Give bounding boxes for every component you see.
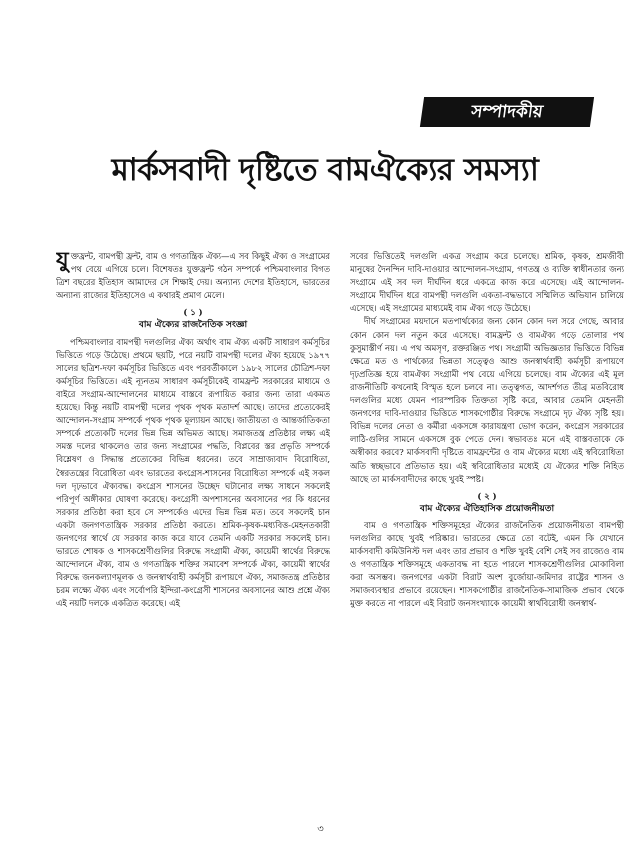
section2-heading: বাম ঐক্যের ঐতিহাসিক প্রয়োজনীয়তা bbox=[419, 503, 555, 514]
page-number: ৩ bbox=[317, 824, 324, 835]
right-paragraph: সবের ভিত্তিতেই দলগুলি একত্র সংগ্রাম করে চলেছে। শ্রমিক, কৃষক, শ্রমজীবী মানুষের দৈনন্দিন দাবি-দাওয়ার আন্দোলন-সংগ্রাম, গণতন্ত্র ও ব্যক্তি স্বাধীনতার জন্য সংগ্রামে এই সব দল দীর্ঘদিন ধরে একত্রে কাজ করে এসেছে। এই আন্দোলন-সংগ্রামে দীর্ঘদিন ধরে বামপন্থী দলগুলি একতা-বদ্ধভাবে সম্মিলিত অভিযান চালিয়ে এসেছে। এই সংগ্রামের মাধ্যমেই বাম ঐক্য গড়ে উঠেছে। bbox=[350, 251, 624, 314]
right-column bbox=[350, 250, 624, 820]
left-column bbox=[56, 250, 330, 820]
left-paragraph: পশ্চিমবাংলার বামপন্থী দলগুলির ঐক্য অর্থাৎ বাম ঐক্য একটি সাধারণ কর্মসূচির ভিত্তিতে গড়ে উঠেছে। প্রথমে ছয়টি, পরে নয়টি বামপন্থী দলের ঐক্য হয়েছে ১৯৭৭ সালের ছত্রিশ-দফা কর্মসূচির ভিত্তিতে এবং পরবর্তীকালে ১৯৮২ সালের চৌত্রিশ-দফা কর্মসূচির ভিত্তিতে। এই ন্যূনতম সাধারণ কর্মসূচীকেই বামফ্রন্ট সরকারের মাধ্যমে ও বাইরে সংগ্রাম-আন্দোলনের মাধ্যমে বাস্তবে রূপায়িত করার জন্য তারা একমত হয়েছে। কিন্তু নয়টি বামপন্থী দলের পৃথক পৃথক মতাদর্শ আছে। তাদের প্রত্যেকেরই আন্দোলন-সংগ্রাম সম্পর্কে পৃথক পৃথক মূল্যায়ন আছে। জাতীয়তা ও আন্তর্জাতিকতা সম্পর্কে প্রত্যেকটি দলের ভিন্ন ভিন্ন অভিমত আছে। সমাজতন্ত্র প্রতিষ্ঠার লক্ষ্য এই সমস্ত দলের থাকলেও তার জন্য সংগ্রামের পদ্ধতি, বিপ্লবের স্তর প্রভৃতি সম্পর্কে বিশ্লেষণ ও সিদ্ধান্ত প্রত্যেকের বিভিন্ন ধরনের। তবে সাম্রাজ্যবাদ বিরোধিতা, স্বৈরতন্ত্রের বিরোধিতা এবং ভারতের কংগ্রেস-শাসনের বিরোধিতা সম্পর্কে এই সকল দল দৃঢ়ভাবে ঐক্যবদ্ধ। কংগ্রেস শাসনের উচ্ছেদ ঘটানোর লক্ষ্য সাধনে সকলেই পরিপূর্ণ অঙ্গীকার ঘোষণা করেছে। কংগ্রেসী অপশাসনের অবসানের পর কি ধরনের সরকার প্রতিষ্ঠা করা হবে সে সম্পর্কেও এদের ভিন্ন ভিন্ন মত। তবে সকলেই চান একটা জনগণতান্ত্রিক সরকার প্রতিষ্ঠা করতে। শ্রমিক-কৃষক-মধ্যবিত্ত-মেহনতকারী জনগণের স্বার্থে যে সরকার কাজ করে যাবে তেমনি একটি সরকার সকলেই চান। ভারতে শোষক ও শাসকশ্রেণীগুলির বিরুদ্ধে সংগ্রামী ঐক্য, কায়েমী স্বার্থের বিরুদ্ধে আন্দোলনে ঐক্য, বাম ও গণতান্ত্রিক শক্তির সমাবেশ সম্পর্কে ঐক্য, কায়েমী স্বার্থের বিরুদ্ধে জনকল্যাণমূলক ও জনস্বার্থবাহী কর্মসূচী রূপায়ণে ঐক্য, সমাজতন্ত্র প্রতিষ্ঠার চরম লক্ষ্যে ঐক্য এবং সর্বোপরি ইন্দিরা-কংগ্রেসী শাসনের অবসানের আশু প্রশ্নে ঐক্য এই নয়টি দলকে একত্রিত করেছে। এই bbox=[56, 336, 330, 609]
section1-number: ( ১ ) bbox=[183, 307, 203, 318]
drop-cap: যু bbox=[56, 250, 69, 273]
section1-heading: বাম ঐক্যের রাজনৈতিক সংজ্ঞা bbox=[138, 320, 248, 331]
intro-text: ক্তফ্রন্ট, বামপন্থী ফ্রন্ট, বাম ও গণতান্ত্রিক ঐক্য—এ সব কিছুই ঐক্য ও সংগ্রামের পথ বেয়ে এগিয়ে চলে। বিশেষতঃ যুক্তফ্রন্ট গঠন সম্পর্কে পশ্চিমবাংলার বিগত ত্রিশ বছরের ইতিহাস আমাদের সে শিক্ষাই দেয়। অন্যান্য দেশের ইতিহাসে, ভারতের অন্যান্য রাজ্যের ইতিহাসেও এ কথারই প্রমাণ মেলে। bbox=[56, 251, 330, 301]
intro-paragraph bbox=[56, 250, 330, 302]
section2-number: ( ২ ) bbox=[477, 490, 497, 501]
section-tag: সম্পাদকীয় bbox=[420, 97, 594, 127]
right-paragraph: বাম ও গণতান্ত্রিক শক্তিসমূহের ঐক্যের রাজনৈতিক প্রয়োজনীয়তা বামপন্থী দলগুলির কাছে খুবই পরিষ্কার। ভারতের ক্ষেত্রে তো বটেই, এমন কি যেখানে মার্কসবাদী কমিউনিস্ট দল এবং তার প্রভাব ও শক্তি খুবই বেশি সেই সব রাজ্যেও বাম ও গণতান্ত্রিক শক্তিসমূহে একতাবদ্ধ না হতে পারলে শাসকশ্রেণীগুলির মোকাবিলা করা অসম্ভব। জনগণের একটা বিরাট অংশ বুর্জোয়া-জমিদার রাষ্ট্রের শাসন ও সমাজব্যবস্থার প্রভাবে রয়েছেন। শাসকগোষ্ঠীর রাজনৈতিক-সামাজিক প্রভাব থেকে মুক্ত করতে না পারলে এই বিরাট জনসংখ্যাকে কায়েমী স্বার্থবিরোধী জনস্বার্থ- bbox=[350, 519, 624, 609]
headline: মার্কসবাদী দৃষ্টিতে বামঐক্যের সমস্যা bbox=[111, 152, 539, 188]
right-paragraph: দীর্ঘ সংগ্রামের ময়দানে মতপার্থক্যের জন্য কোন কোন দল সরে গেছে, আবার কোন কোন দল নতুন করে এসেছে। বামফ্রন্ট ও বামঐক্য গড়ে তোলার পথ কুসুমাস্তীর্ণ নয়। এ পথ অমসৃণ, রক্তরঞ্জিত পথ। সংগ্রামী অভিজ্ঞতার ভিত্তিতে বিভিন্ন ক্ষেত্রে মত ও পার্থক্যের ভিন্নতা সত্ত্বেও আশু জনস্বার্থবাহী কর্মসূচী রূপায়ণে দৃঢ়প্রতিজ্ঞ হয়ে বামঐক্য সংগ্রামী পথ বেয়ে এগিয়ে চলেছে। বাম ঐক্যের এই মূল রাজনীতিটি কখনোই বিস্মৃত হলে চলবে না। তত্ত্বগত, আদর্শগত তীব্র মতবিরোধ দলগুলির মধ্যে যেমন পারস্পরিক তিক্ততা সৃষ্টি করে, আবার তেমনি মেহনতী জনগণের দাবি-দাওয়ার ভিত্তিতে শাসকগোষ্ঠীর বিরুদ্ধে সংগ্রামে দৃঢ় ঐক্য সৃষ্টি হয়। বিভিন্ন দলের নেতা ও কর্মীরা একসঙ্গে কারাযন্ত্রণা ভোগ করেন, কংগ্রেস সরকারের লাঠি-গুলির সামনে একসঙ্গে বুক পেতে দেন। স্বভাবতঃ মনে এই বাস্তবতাকে কে অস্বীকার করবে? মার্কসবাদী দৃষ্টিতে বামফ্রন্টের ও বাম ঐক্যের মধ্যে এই স্ববিরোধিতা অতি স্বচ্ছভাবে প্রতিভাত হয়। এই স্ববিরোধিতার মধ্যেই যে ঐক্যের শক্তি নিহিত আছে তা মার্কসবাদীদের কাছে খুবই স্পষ্ট। bbox=[350, 316, 624, 484]
